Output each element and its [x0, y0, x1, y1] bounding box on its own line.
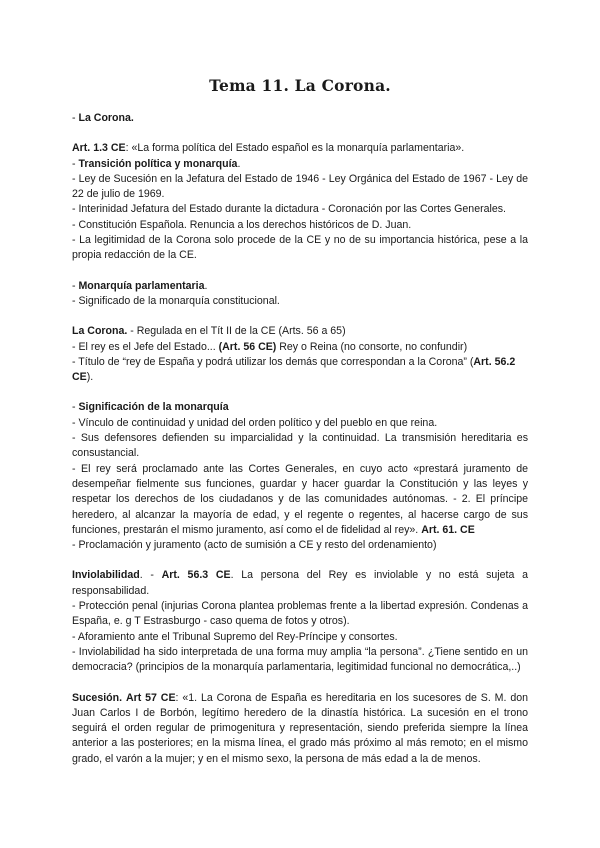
article-text: : «La forma política del Estado español es la monarquía parlamentaria». — [125, 142, 465, 155]
section-heading: La Corona. — [78, 112, 134, 124]
section-inviolabilidad: Inviolabilidad. - Art. 56.3 CE. La persona del Rey es inviolable y no está sujeta a responsabilidad. — [72, 569, 528, 597]
article-1-3 — [72, 141, 528, 156]
list-item: - Título de “rey de España y podrá utilizar los demás que correspondan a la Corona” (Art. 56.2 CE). — [72, 355, 516, 384]
list-item: - El rey será proclamado ante las Cortes Generales, en cuyo acto «prestará juramento de desempeñar fielmente sus funciones, guardar y hacer guardar la Constitución y las leyes y respetar los derechos de los ciudadanos y de las comunidades autónomas. - 2. El príncipe heredero, al alcanzar la mayoría de edad, y el regente o regentes, al hacerse cargo de sus funciones, prestarán el mismo juramento, así como el de fidelidad al rey». Art. 61. CE — [72, 462, 528, 536]
section-heading: La Corona. — [72, 325, 128, 338]
dash: - — [72, 157, 79, 170]
list-item: - Constitución Española. Renuncia a los derechos históricos de D. Juan. — [72, 218, 412, 231]
list-item: - Protección penal (injurias Corona plantea problemas frente a la libertad expresión. Condenas a España, e. g T Estrasburgo - caso quema de fotos y otros). — [72, 600, 528, 628]
list-item: - Ley de Sucesión en la Jefatura del Estado de 1946 - Ley Orgánica del Estado de 1967 - Ley de 22 de julio de 1969. — [72, 172, 528, 201]
section-heading: Sucesión. — [72, 691, 123, 704]
page-title: Tema 11. La Corona. — [209, 76, 391, 95]
section-la-corona — [72, 111, 528, 126]
list-item: - Sus defensores defienden su imparcialidad y la continuidad. La transmisión hereditaria es consustancial. — [72, 432, 528, 460]
section-monarquia-parlamentaria: - Monarquía parlamentaria. — [72, 279, 208, 292]
document-page — [72, 76, 528, 767]
list-item: - Proclamación y juramento (acto de sumisión a CE y resto del ordenamiento) — [72, 539, 437, 552]
section-heading: Monarquía parlamentaria — [78, 279, 205, 292]
section-significacion: - Significación de la monarquía — [72, 401, 229, 414]
list-item: - Inviolabilidad ha sido interpretada de una forma muy amplia “la persona”. ¿Tiene sentido en un democracia? (principios de la monarquía parlamentaria, legitimidad funcional no democrática,..) — [72, 645, 528, 674]
section-la-corona-regulada: La Corona. - Regulada en el Tít II de la CE (Arts. 56 a 65) — [72, 325, 346, 338]
list-item: - La legitimidad de la Corona solo procede de la CE y no de su importancia histórica, pese a la propia redacción de la CE. — [72, 234, 528, 262]
list-item: - Interinidad Jefatura del Estado durante la dictadura - Coronación por las Cortes Generales. — [72, 203, 506, 216]
list-item: - Significado de la monarquía constitucional. — [72, 294, 280, 307]
list-item: - El rey es el Jefe del Estado... (Art. 56 CE) Rey o Reina (no consorte, no confundir) — [72, 340, 468, 353]
section-sucesion: Sucesión. Art 57 CE: «1. La Corona de España es hereditaria en los sucesores de S. M. don Juan Carlos I de Borbón, legítimo heredero de la dinastía histórica. La sucesión en el trono seguirá el orden regular de primogenitura y representación, siendo preferida siempre la línea anterior a las posteriores; en la misma línea, el grado más próximo al más remoto; en el mismo grado, el varón a la mujer; y en el mismo sexo, la persona de más edad a la de menos. — [72, 691, 528, 765]
subheading-text: Transición política y monarquía — [78, 157, 238, 170]
list-item: - Vínculo de continuidad y unidad del orden político y del pueblo en que reina. — [72, 416, 438, 429]
section-heading: Significación de la monarquía — [78, 401, 229, 414]
article-label: Art. 1.3 CE — [72, 142, 126, 155]
section-heading: Inviolabilidad — [72, 569, 140, 582]
list-item: - Aforamiento ante el Tribunal Supremo del Rey-Príncipe y consortes. — [72, 630, 398, 643]
subheading-transicion: - Transición política y monarquía. — [72, 157, 241, 170]
dash: - — [72, 112, 79, 124]
